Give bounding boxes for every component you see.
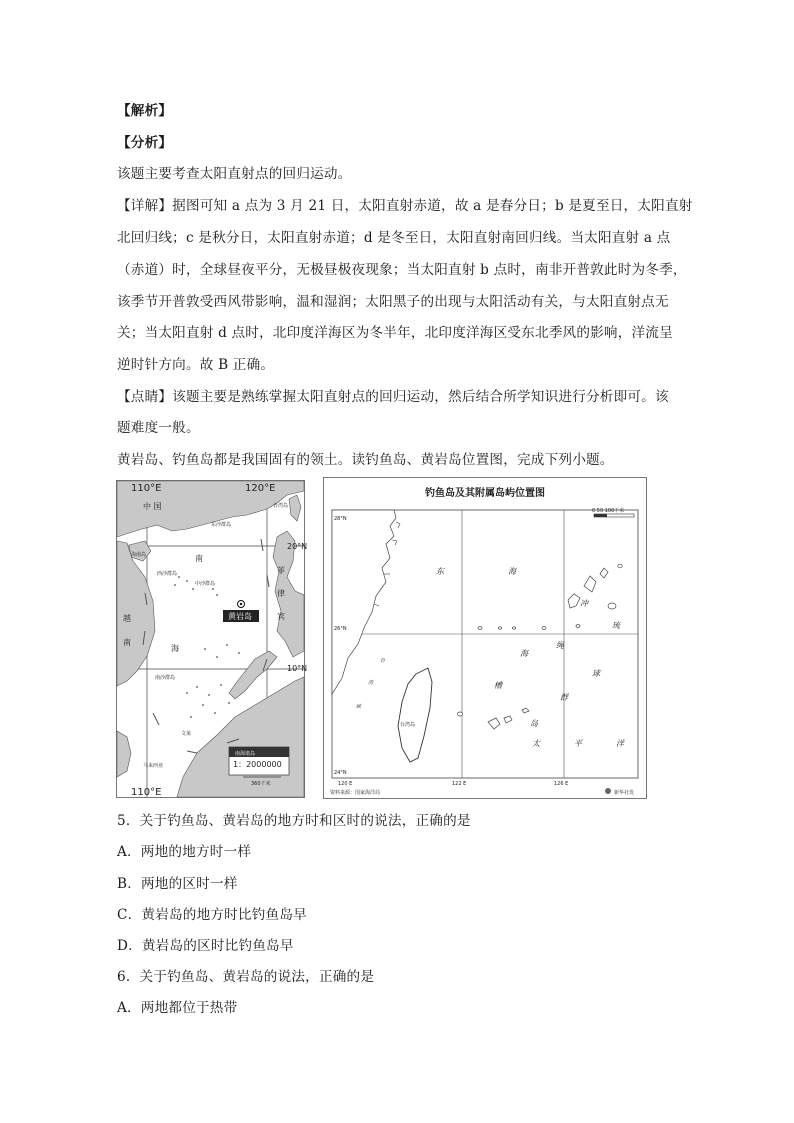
label-qiu: 球 [592, 669, 600, 678]
label-zhongsha: 中沙群岛 [195, 581, 216, 587]
label-china: 中 国 [143, 502, 162, 511]
question-5: 5．关于钓鱼岛、黄岩岛的地方时和区时的说法，正确的是 [117, 813, 471, 829]
label-tai-strait-3: 峡 [356, 704, 362, 710]
label-tai: 太 [532, 739, 540, 748]
lat-10n: 10°N [287, 664, 308, 673]
label-tai-strait-2: 湾 [368, 680, 374, 686]
heading-fenxi: 【分析】 [117, 135, 173, 151]
map-credit: 新华社发 [614, 790, 635, 796]
label-nansha: 南沙群岛 [155, 675, 176, 681]
q5-option-d: D．黄岩岛的区时比钓鱼岛早 [117, 938, 294, 954]
scale-bar-label: 0 50 100千米 [592, 508, 625, 514]
diaoyu-islands-map [323, 477, 647, 799]
label-hai: 海 [171, 644, 179, 653]
label-huangyan: 黄岩岛 [228, 612, 252, 621]
label-chong: 冲 [580, 599, 588, 608]
label-liu: 琉 [612, 621, 620, 630]
detail-line-2: 北回归线；c 是秋分日，太阳直射赤道；d 是冬至日，太阳直射南回归线。当太阳直射 a 点 [117, 230, 671, 246]
label-xisha: 西沙群岛 [157, 571, 178, 577]
lon-126: 126 E [554, 781, 569, 787]
detail-line-4: 该季节开普敦受西风带影响，温和湿润；太阳黑子的出现与太阳活动有关，与太阳直射点无 [117, 294, 669, 310]
lat-28n: 28°N [334, 516, 347, 522]
label-fei: 菲 [277, 566, 285, 575]
label-lv: 律 [277, 589, 285, 598]
inset-title: 南海诸岛 [235, 751, 256, 757]
label-nan2: 南 [123, 638, 131, 647]
label-yang: 洋 [616, 739, 624, 748]
diaoyu-islands-map-graphic [324, 478, 646, 798]
label-sheng: 绳 [556, 641, 564, 650]
inset-scale: 1：2000000 [233, 760, 282, 769]
label-hai2: 海 [520, 649, 528, 658]
label-bin: 宾 [277, 612, 285, 621]
lon-top-110: 110°E [131, 483, 162, 494]
inset-km: 360千米 [251, 781, 271, 787]
label-nan: 南 [195, 554, 203, 563]
question-6: 6．关于钓鱼岛、黄岩岛的说法，正确的是 [117, 969, 375, 985]
lat-20n: 20°N [287, 542, 308, 551]
label-tai-strait-1: 台 [380, 658, 386, 664]
south-china-sea-map-graphic [117, 481, 308, 798]
south-china-sea-map [116, 480, 308, 798]
q5-option-a: A．两地的地方时一样 [117, 844, 252, 860]
detail-line-6: 逆时针方向。故 B 正确。 [117, 357, 275, 373]
detail-line-5: 关；当太阳直射 d 点时，北印度洋海区为冬半年，北印度洋海区受东北季风的影响，洋流呈 [117, 325, 673, 341]
analysis-text: 该题主要考查太阳直射点的回归运动。 [117, 166, 352, 182]
label-malaysia: 马来西亚 [143, 763, 164, 769]
lon-top-120: 120°E [245, 483, 276, 494]
lat-26n: 26°N [334, 626, 347, 632]
label-qun: 群 [560, 693, 568, 702]
q6-option-a: A．两地都位于热带 [117, 1000, 238, 1016]
label-yue: 越 [123, 614, 131, 623]
q5-option-b: B．两地的区时一样 [117, 876, 238, 892]
label-hainan: 海南岛 [131, 552, 147, 558]
label-dao: 岛 [530, 719, 538, 728]
label-taiwan: 台湾岛 [273, 503, 289, 509]
label-wenlai: 文莱 [181, 731, 192, 737]
lon-120a: 120 E [338, 781, 353, 787]
heading-jiexi: 【解析】 [117, 103, 173, 119]
label-ping: 平 [574, 739, 582, 748]
detail-line-1: 【详解】据图可知 a 点为 3 月 21 日，太阳直射赤道，故 a 是春分日；b 是夏至日，太阳直射 [117, 198, 693, 214]
q5-option-c: C．黄岩岛的地方时比钓鱼岛早 [117, 907, 307, 923]
sea-dong: 东 [436, 567, 444, 576]
map-title: 钓鱼岛及其附属岛屿位置图 [425, 488, 545, 499]
tip-line-2: 题难度一般。 [117, 420, 200, 436]
label-taiwan-island: 台湾岛 [400, 722, 416, 728]
xinhua-logo-icon [605, 788, 611, 794]
label-cao: 槽 [494, 681, 502, 690]
lon-122: 122 E [452, 781, 467, 787]
sea-hai: 海 [508, 567, 516, 576]
detail-line-3: （赤道）时，全球昼夜平分，无极昼极夜现象；当太阳直射 b 点时，南非开普敦此时为冬季， [117, 262, 687, 278]
map-source: 资料来源：国家海洋局 [330, 790, 381, 796]
label-dongsha: 东沙群岛 [211, 522, 232, 528]
lat-24n: 24°N [334, 770, 347, 776]
intro-line: 黄岩岛、钓鱼岛都是我国固有的领土。读钓鱼岛、黄岩岛位置图，完成下列小题。 [117, 452, 614, 468]
tip-line-1: 【点睛】该题主要是熟练掌握太阳直射点的回归运动，然后结合所学知识进行分析即可。该 [117, 389, 669, 405]
lon-bottom-110: 110°E [131, 787, 162, 798]
